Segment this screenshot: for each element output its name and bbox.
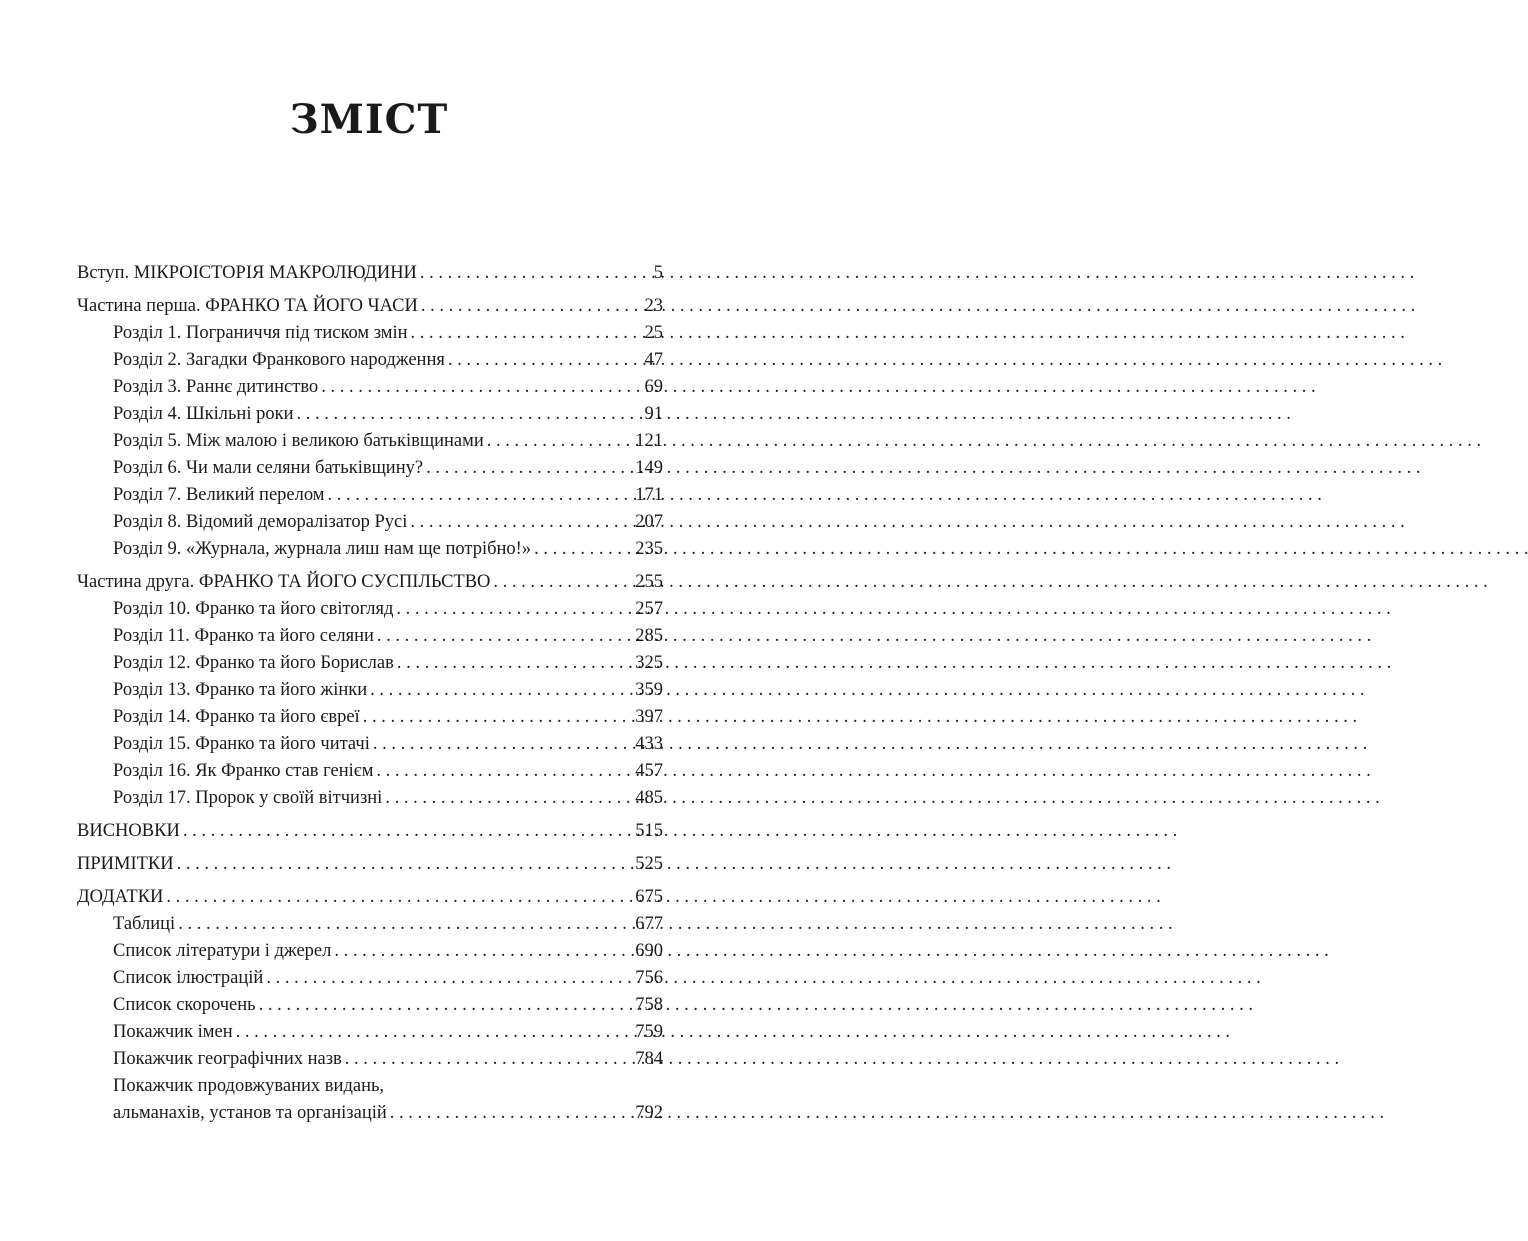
table-of-contents: [77, 260, 663, 1127]
toc-leader-dots: [445, 347, 645, 374]
toc-page-number: 525: [635, 854, 663, 874]
toc-entry: [77, 785, 663, 812]
toc-entry-label: ДОДАТКИ: [77, 887, 164, 907]
toc-page-number: 690: [635, 941, 663, 961]
toc-entry: [77, 482, 663, 509]
page-title: ЗМІСТ: [289, 96, 449, 143]
toc-leader-dots: [374, 623, 635, 650]
toc-entry-label: Покажчик продовжуваних видань,: [113, 1076, 385, 1096]
toc-entry-label: Список скорочень: [113, 995, 256, 1015]
toc-entry: [77, 260, 663, 287]
toc-leader-dots: [175, 911, 635, 938]
toc-page-number: 91: [644, 404, 663, 424]
toc-page-number: 149: [635, 458, 663, 478]
toc-leader-dots: [531, 536, 635, 563]
toc-entry-label: Розділ 12. Франко та його Борислав: [113, 653, 394, 673]
toc-entry-label: Частина перша. ФРАНКО ТА ЙОГО ЧАСИ: [77, 296, 418, 316]
toc-entry: [77, 965, 663, 992]
toc-page-number: 792: [635, 1103, 663, 1123]
toc-leader-dots: [370, 731, 635, 758]
toc-leader-dots: [373, 758, 635, 785]
toc-entry-label: Розділ 14. Франко та його євреї: [113, 707, 360, 727]
toc-entry: [77, 818, 663, 845]
toc-entry: [77, 347, 663, 374]
toc-entry-label: Розділ 4. Шкільні роки: [113, 404, 294, 424]
toc-entry-label: ВИСНОВКИ: [77, 821, 180, 841]
toc-leader-dots: [408, 320, 645, 347]
toc-page-number: 25: [644, 323, 663, 343]
toc-entry: [77, 650, 663, 677]
toc-page-number: 433: [635, 734, 663, 754]
toc-leader-dots: [394, 650, 635, 677]
toc-leader-dots: [342, 1046, 635, 1073]
toc-entry-label: Покажчик географічних назв: [113, 1049, 342, 1069]
toc-page-number: 758: [635, 995, 663, 1015]
toc-leader-dots: [417, 260, 654, 287]
toc-page-number: 121: [635, 431, 663, 451]
toc-page-number: 235: [635, 539, 663, 559]
toc-entry-label: Розділ 1. Пограниччя під тиском змін: [113, 323, 408, 343]
toc-page-number: 457: [635, 761, 663, 781]
toc-page-number: 47: [644, 350, 663, 370]
toc-entry-label: Розділ 15. Франко та його читачі: [113, 734, 370, 754]
toc-entry-label: Розділ 8. Відомий деморалізатор Русі: [113, 512, 408, 532]
toc-entry: [77, 992, 663, 1019]
toc-leader-dots: [484, 428, 636, 455]
toc-leader-dots: [324, 482, 635, 509]
toc-leader-dots: [367, 677, 635, 704]
toc-leader-dots: [382, 785, 635, 812]
toc-entry: [77, 704, 663, 731]
toc-leader-dots: [233, 1019, 636, 1046]
toc-entry: [77, 1100, 663, 1127]
toc-page-number: 325: [635, 653, 663, 673]
toc-page-number: 675: [635, 887, 663, 907]
toc-entry-label: Розділ 5. Між малою і великою батьківщинами: [113, 431, 484, 451]
toc-entry: [77, 569, 663, 596]
toc-entry: [77, 455, 663, 482]
toc-entry: [77, 1046, 663, 1073]
toc-page-number: 784: [635, 1049, 663, 1069]
toc-entry-label: Розділ 11. Франко та його селяни: [113, 626, 374, 646]
toc-leader-dots: [418, 293, 645, 320]
toc-entry: [77, 911, 663, 938]
toc-entry: [77, 938, 663, 965]
toc-entry: [77, 1073, 663, 1100]
toc-leader-dots: [393, 596, 635, 623]
toc-leader-dots: [256, 992, 636, 1019]
toc-page-number: 677: [635, 914, 663, 934]
toc-page-number: 515: [635, 821, 663, 841]
toc-entry: [77, 320, 663, 347]
toc-entry: [77, 596, 663, 623]
toc-leader-dots: [174, 851, 636, 878]
toc-page-number: 69: [644, 377, 663, 397]
toc-entry: [77, 758, 663, 785]
toc-entry: [77, 428, 663, 455]
toc-page-number: 23: [644, 296, 663, 316]
toc-leader-dots: [293, 401, 644, 428]
toc-entry: [77, 677, 663, 704]
toc-page-number: 255: [635, 572, 663, 592]
toc-entry-label: Розділ 13. Франко та його жінки: [113, 680, 368, 700]
toc-entry: [77, 293, 663, 320]
toc-entry: [77, 851, 663, 878]
toc-page-number: 759: [635, 1022, 663, 1042]
toc-entry: [77, 374, 663, 401]
toc-entry-label: Розділ 3. Раннє дитинство: [113, 377, 319, 397]
toc-entry-label: Покажчик імен: [113, 1022, 233, 1042]
toc-leader-dots: [490, 569, 635, 596]
toc-entry-label: Розділ 17. Пророк у своїй вітчизні: [113, 788, 383, 808]
toc-page-number: 485: [635, 788, 663, 808]
toc-entry-label: Вступ. МІКРОІСТОРІЯ МАКРОЛЮДИНИ: [77, 263, 417, 283]
toc-entry: [77, 884, 663, 911]
toc-entry-label: Розділ 6. Чи мали селяни батьківщину?: [113, 458, 424, 478]
toc-entry-label: ПРИМІТКИ: [77, 854, 174, 874]
toc-page-number: 171: [635, 485, 663, 505]
toc-leader-dots: [360, 704, 636, 731]
toc-leader-dots: [331, 938, 635, 965]
toc-leader-dots: [180, 818, 635, 845]
toc-entry-label: Розділ 10. Франко та його світогляд: [113, 599, 394, 619]
toc-leader-dots: [263, 965, 635, 992]
toc-leader-dots: [163, 884, 635, 911]
toc-entry: [77, 623, 663, 650]
toc-entry-label: Розділ 7. Великий перелом: [113, 485, 325, 505]
toc-leader-dots: [423, 455, 635, 482]
toc-page-number: 257: [635, 599, 663, 619]
toc-entry: [77, 536, 663, 563]
toc-entry: [77, 509, 663, 536]
toc-entry-label: Розділ 16. Як Франко став генієм: [113, 761, 374, 781]
toc-leader-dots: [318, 374, 644, 401]
toc-entry: [77, 731, 663, 758]
toc-entry-label: альманахів, установ та організацій: [113, 1103, 387, 1123]
toc-page-number: 359: [635, 680, 663, 700]
toc-entry-label: Розділ 9. «Журнала, журнала лиш нам ще потрібно!»: [113, 539, 532, 559]
toc-page-number: 5: [653, 263, 663, 283]
toc-leader-dots: [407, 509, 635, 536]
toc-page-number: 285: [635, 626, 663, 646]
toc-entry-label: Таблиці: [113, 914, 176, 934]
toc-entry: [77, 401, 663, 428]
toc-page-number: 207: [635, 512, 663, 532]
toc-entry-label: Частина друга. ФРАНКО ТА ЙОГО СУСПІЛЬСТВО: [77, 572, 491, 592]
toc-entry-label: Розділ 2. Загадки Франкового народження: [113, 350, 445, 370]
toc-entry-label: Список літератури і джерел: [113, 941, 332, 961]
toc-entry-label: Список ілюстрацій: [113, 968, 264, 988]
toc-page-number: 756: [635, 968, 663, 988]
toc-leader-dots: [387, 1100, 635, 1127]
toc-page-number: 397: [635, 707, 663, 727]
toc-entry: [77, 1019, 663, 1046]
